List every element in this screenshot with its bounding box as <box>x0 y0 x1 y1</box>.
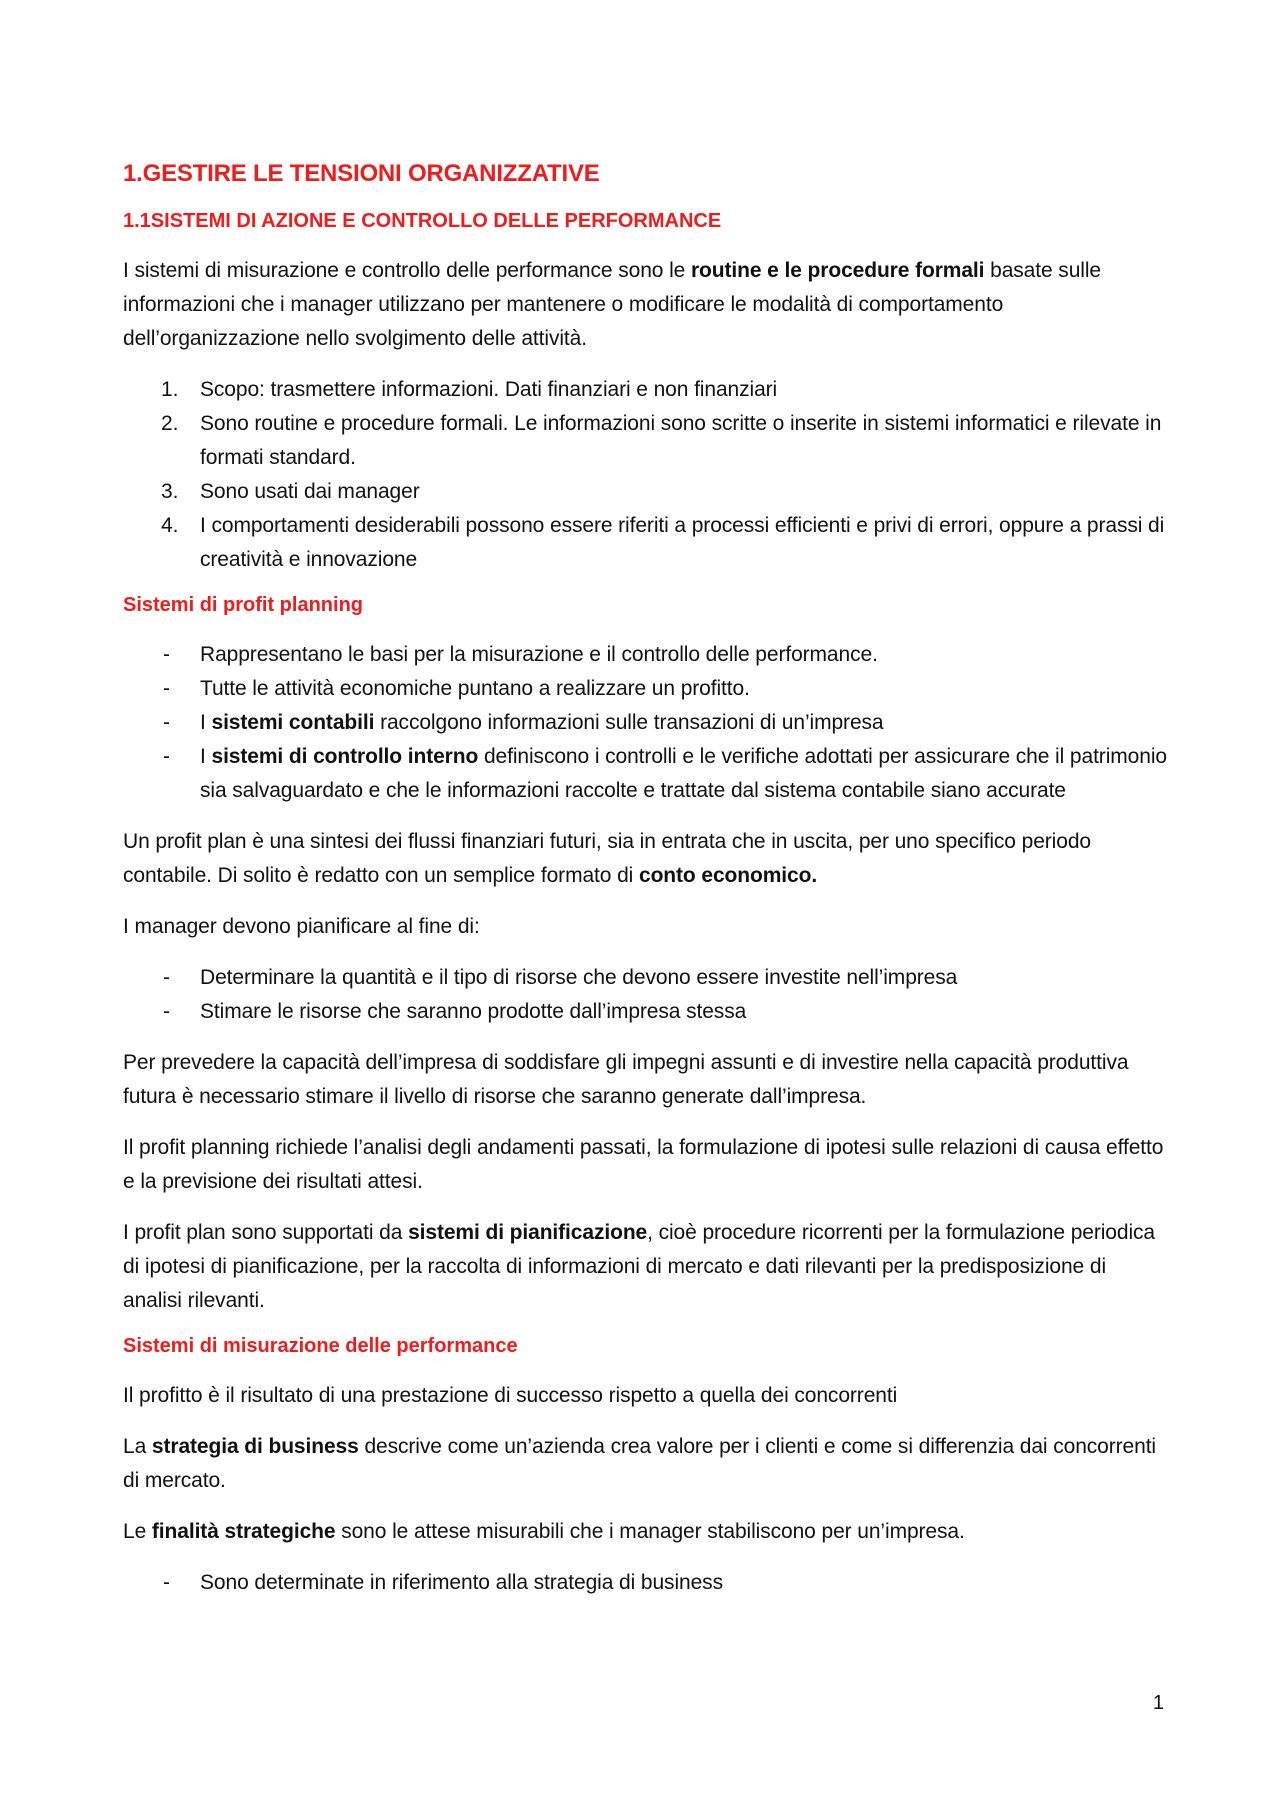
bullet-list-goals <box>123 1566 1168 1600</box>
list-item: - Stimare le risorse che saranno prodotte dall’impresa stessa <box>163 1000 747 1023</box>
list-item: - Determinare la quantità e il tipo di risorse che devono essere investite nell’impresa <box>163 966 958 989</box>
document-page <box>123 150 1168 1617</box>
support-paragraph: I profit plan sono supportati da sistemi di pianificazione, cioè procedure ricorrenti per la formulazione periodica di ipotesi di pianificazione, per la raccolta di informazioni di mercato e dati rilevanti per la predisposizione di analisi rilevanti. <box>123 1221 1156 1312</box>
section-heading-performance: Sistemi di misurazione delle performance <box>123 1335 518 1357</box>
numbered-list <box>123 373 1168 577</box>
list-item: 2. Sono routine e procedure formali. Le informazioni sono scritte o inserite in sistemi informatici e rilevate in formati standard. <box>161 412 1162 469</box>
list-item: - Sono determinate in riferimento alla strategia di business <box>163 1571 723 1594</box>
bullet-list-profit <box>123 638 1168 808</box>
profit-success-paragraph: Il profitto è il risultato di una prestazione di successo rispetto a quella dei concorrenti <box>123 1384 898 1407</box>
goals-paragraph: Le finalità strategiche sono le attese misurabili che i manager stabiliscono per un’impresa. <box>123 1520 965 1543</box>
list-item: 4. I comportamenti desiderabili possono essere riferiti a processi efficienti e privi di errori, oppure a prassi di creatività e innovazione <box>161 514 1165 571</box>
list-item: 3. Sono usati dai manager <box>161 480 420 503</box>
intro-paragraph: I sistemi di misurazione e controllo delle performance sono le routine e le procedure formali basate sulle informazioni che i manager utilizzano per mantenere o modificare le modalità di comportamento dell’organizzazione nello svolgimento delle attività. <box>123 259 1102 350</box>
list-item: 1. Scopo: trasmettere informazioni. Dati finanziari e non finanziari <box>161 378 778 401</box>
analysis-paragraph: Il profit planning richiede l’analisi degli andamenti passati, la formulazione di ipotesi sulle relazioni di causa effetto e la previsione dei risultati attesi. <box>123 1136 1164 1193</box>
strategy-paragraph: La strategia di business descrive come un’azienda crea valore per i clienti e come si differenzia dai concorrenti di mercato. <box>123 1435 1157 1492</box>
main-heading: 1.GESTIRE LE TENSIONI ORGANIZZATIVE <box>123 160 600 187</box>
managers-paragraph: I manager devono pianificare al fine di: <box>123 915 480 938</box>
profit-plan-paragraph: Un profit plan è una sintesi dei flussi finanziari futuri, sia in entrata che in uscita, per uno specifico periodo contabile. Di solito è redatto con un semplice formato di conto economico. <box>123 830 1091 887</box>
section-heading-profit-planning: Sistemi di profit planning <box>123 594 363 616</box>
capacity-paragraph: Per prevedere la capacità dell’impresa di soddisfare gli impegni assunti e di investire nella capacità produttiva futura è necessario stimare il livello di risorse che saranno generate dall’impresa. <box>123 1051 1129 1108</box>
list-item: - I sistemi di controllo interno definiscono i controlli e le verifiche adottati per assicurare che il patrimonio sia salvaguardato e che le informazioni raccolte e trattate dal sistema contabile siano accurate <box>163 745 1167 802</box>
list-item: - Tutte le attività economiche puntano a realizzare un profitto. <box>163 677 750 700</box>
bullet-list-managers <box>123 961 1168 1029</box>
sub-heading: 1.1SISTEMI DI AZIONE E CONTROLLO DELLE PERFORMANCE <box>123 210 722 232</box>
page-number: 1 <box>1152 1692 1164 1714</box>
list-item: - Rappresentano le basi per la misurazione e il controllo delle performance. <box>163 643 878 666</box>
list-item: - I sistemi contabili raccolgono informazioni sulle transazioni di un’impresa <box>163 711 884 734</box>
